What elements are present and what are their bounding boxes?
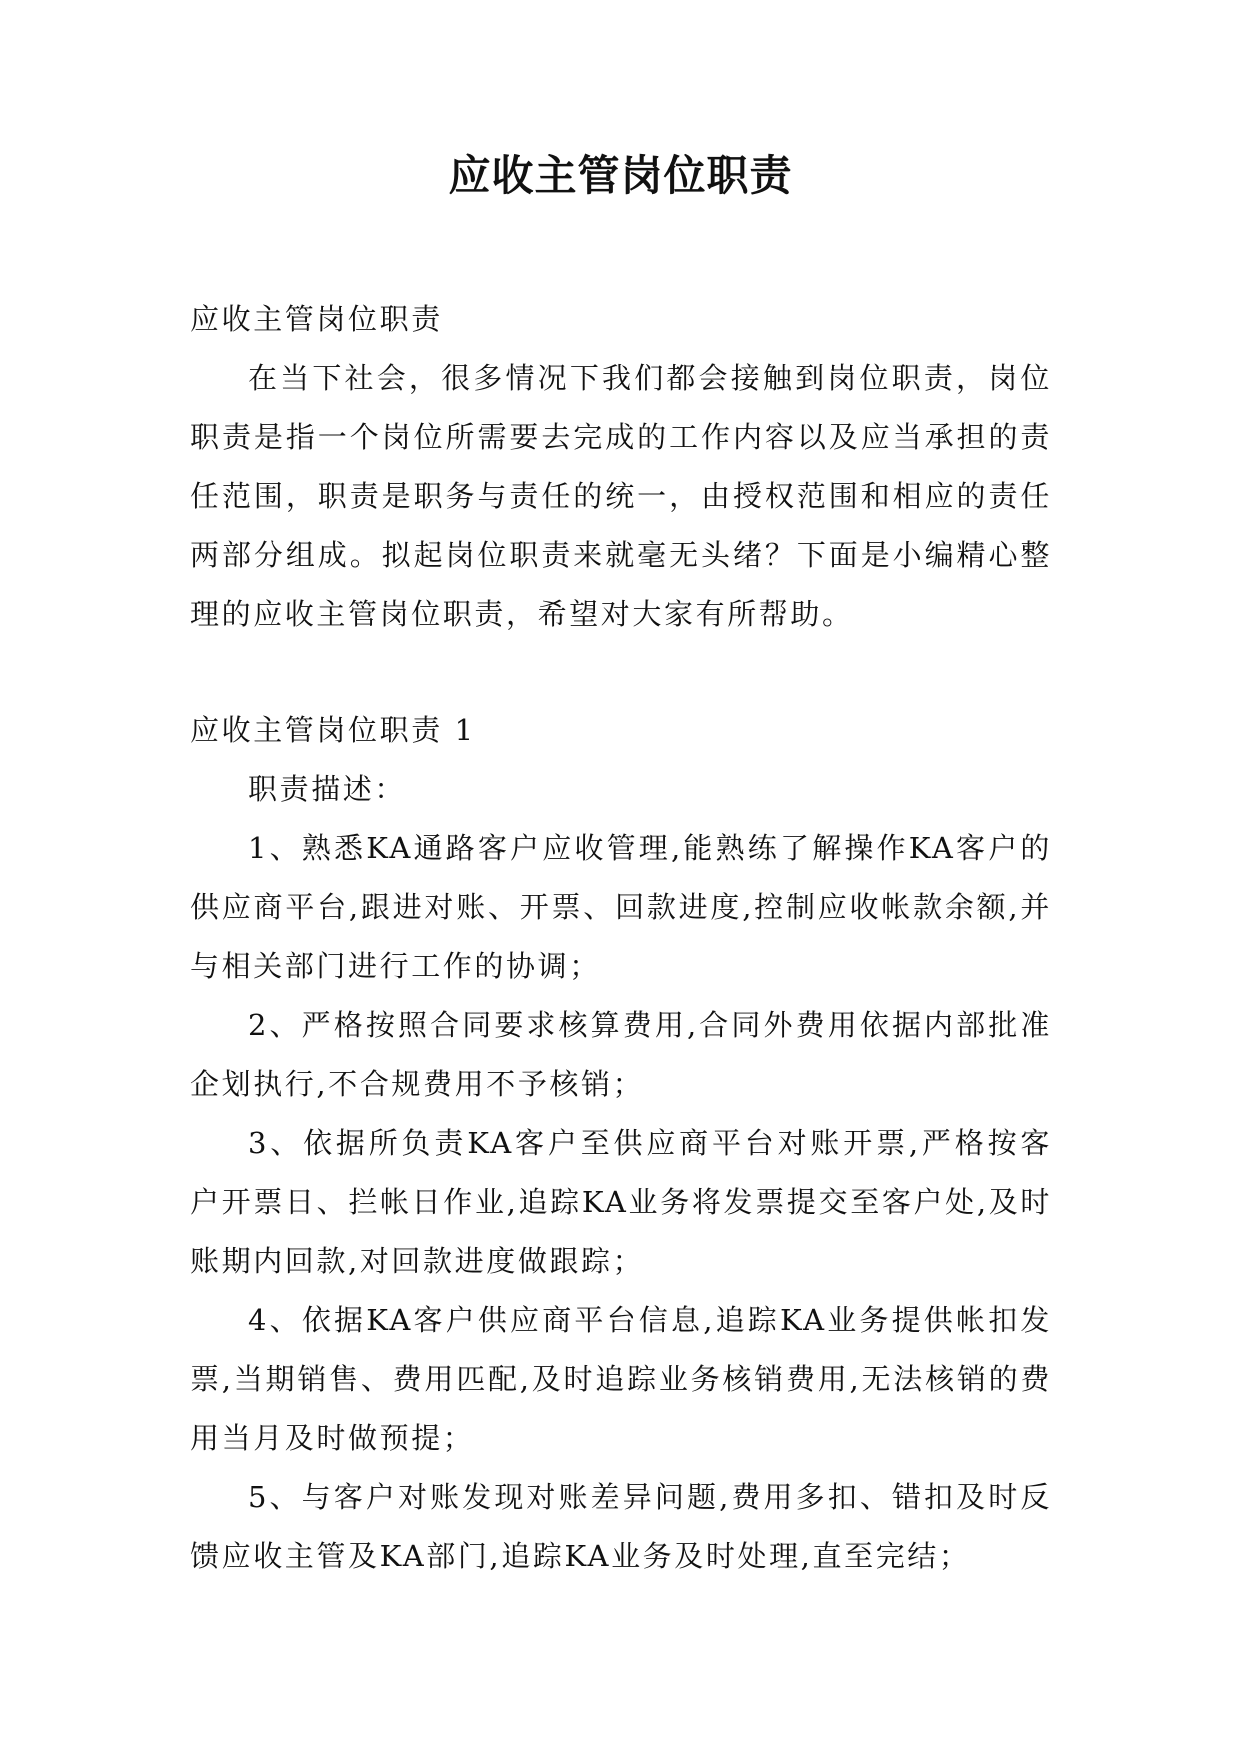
duty-item-5: 5、与客户对账发现对账差异问题,费用多扣、错扣及时反馈应收主管及KA部门,追踪KA业务及时处理,直至完结； <box>190 1480 1052 1573</box>
section-heading: 应收主管岗位职责 1 <box>190 713 476 747</box>
duty-item-4: 4、依据KA客户供应商平台信息,追踪KA业务提供帐扣发票,当期销售、费用匹配,及时追踪业务核销费用,无法核销的费用当月及时做预提； <box>190 1303 1052 1455</box>
duty-item-2: 2、严格按照合同要求核算费用,合同外费用依据内部批准企划执行,不合规费用不予核销； <box>190 1008 1052 1101</box>
document-body <box>190 290 1052 1586</box>
duty-item-1: 1、熟悉KA通路客户应收管理,能熟练了解操作KA客户的供应商平台,跟进对账、开票、回款进度,控制应收帐款余额,并与相关部门进行工作的协调； <box>190 831 1052 983</box>
subtitle: 应收主管岗位职责 <box>190 302 443 336</box>
duty-label: 职责描述： <box>248 772 407 806</box>
duty-item-3: 3、依据所负责KA客户至供应商平台对账开票,严格按客户开票日、拦帐日作业,追踪KA业务将发票提交至客户处,及时账期内回款,对回款进度做跟踪； <box>190 1126 1052 1278</box>
document-title: 应收主管岗位职责 <box>448 151 793 200</box>
intro-paragraph: 在当下社会，很多情况下我们都会接触到岗位职责，岗位职责是指一个岗位所需要去完成的工作内容以及应当承担的责任范围，职责是职务与责任的统一，由授权范围和相应的责任两部分组成。拟起岗位职责来就毫无头绪？下面是小编精心整理的应收主管岗位职责，希望对大家有所帮助。 <box>190 361 1052 631</box>
